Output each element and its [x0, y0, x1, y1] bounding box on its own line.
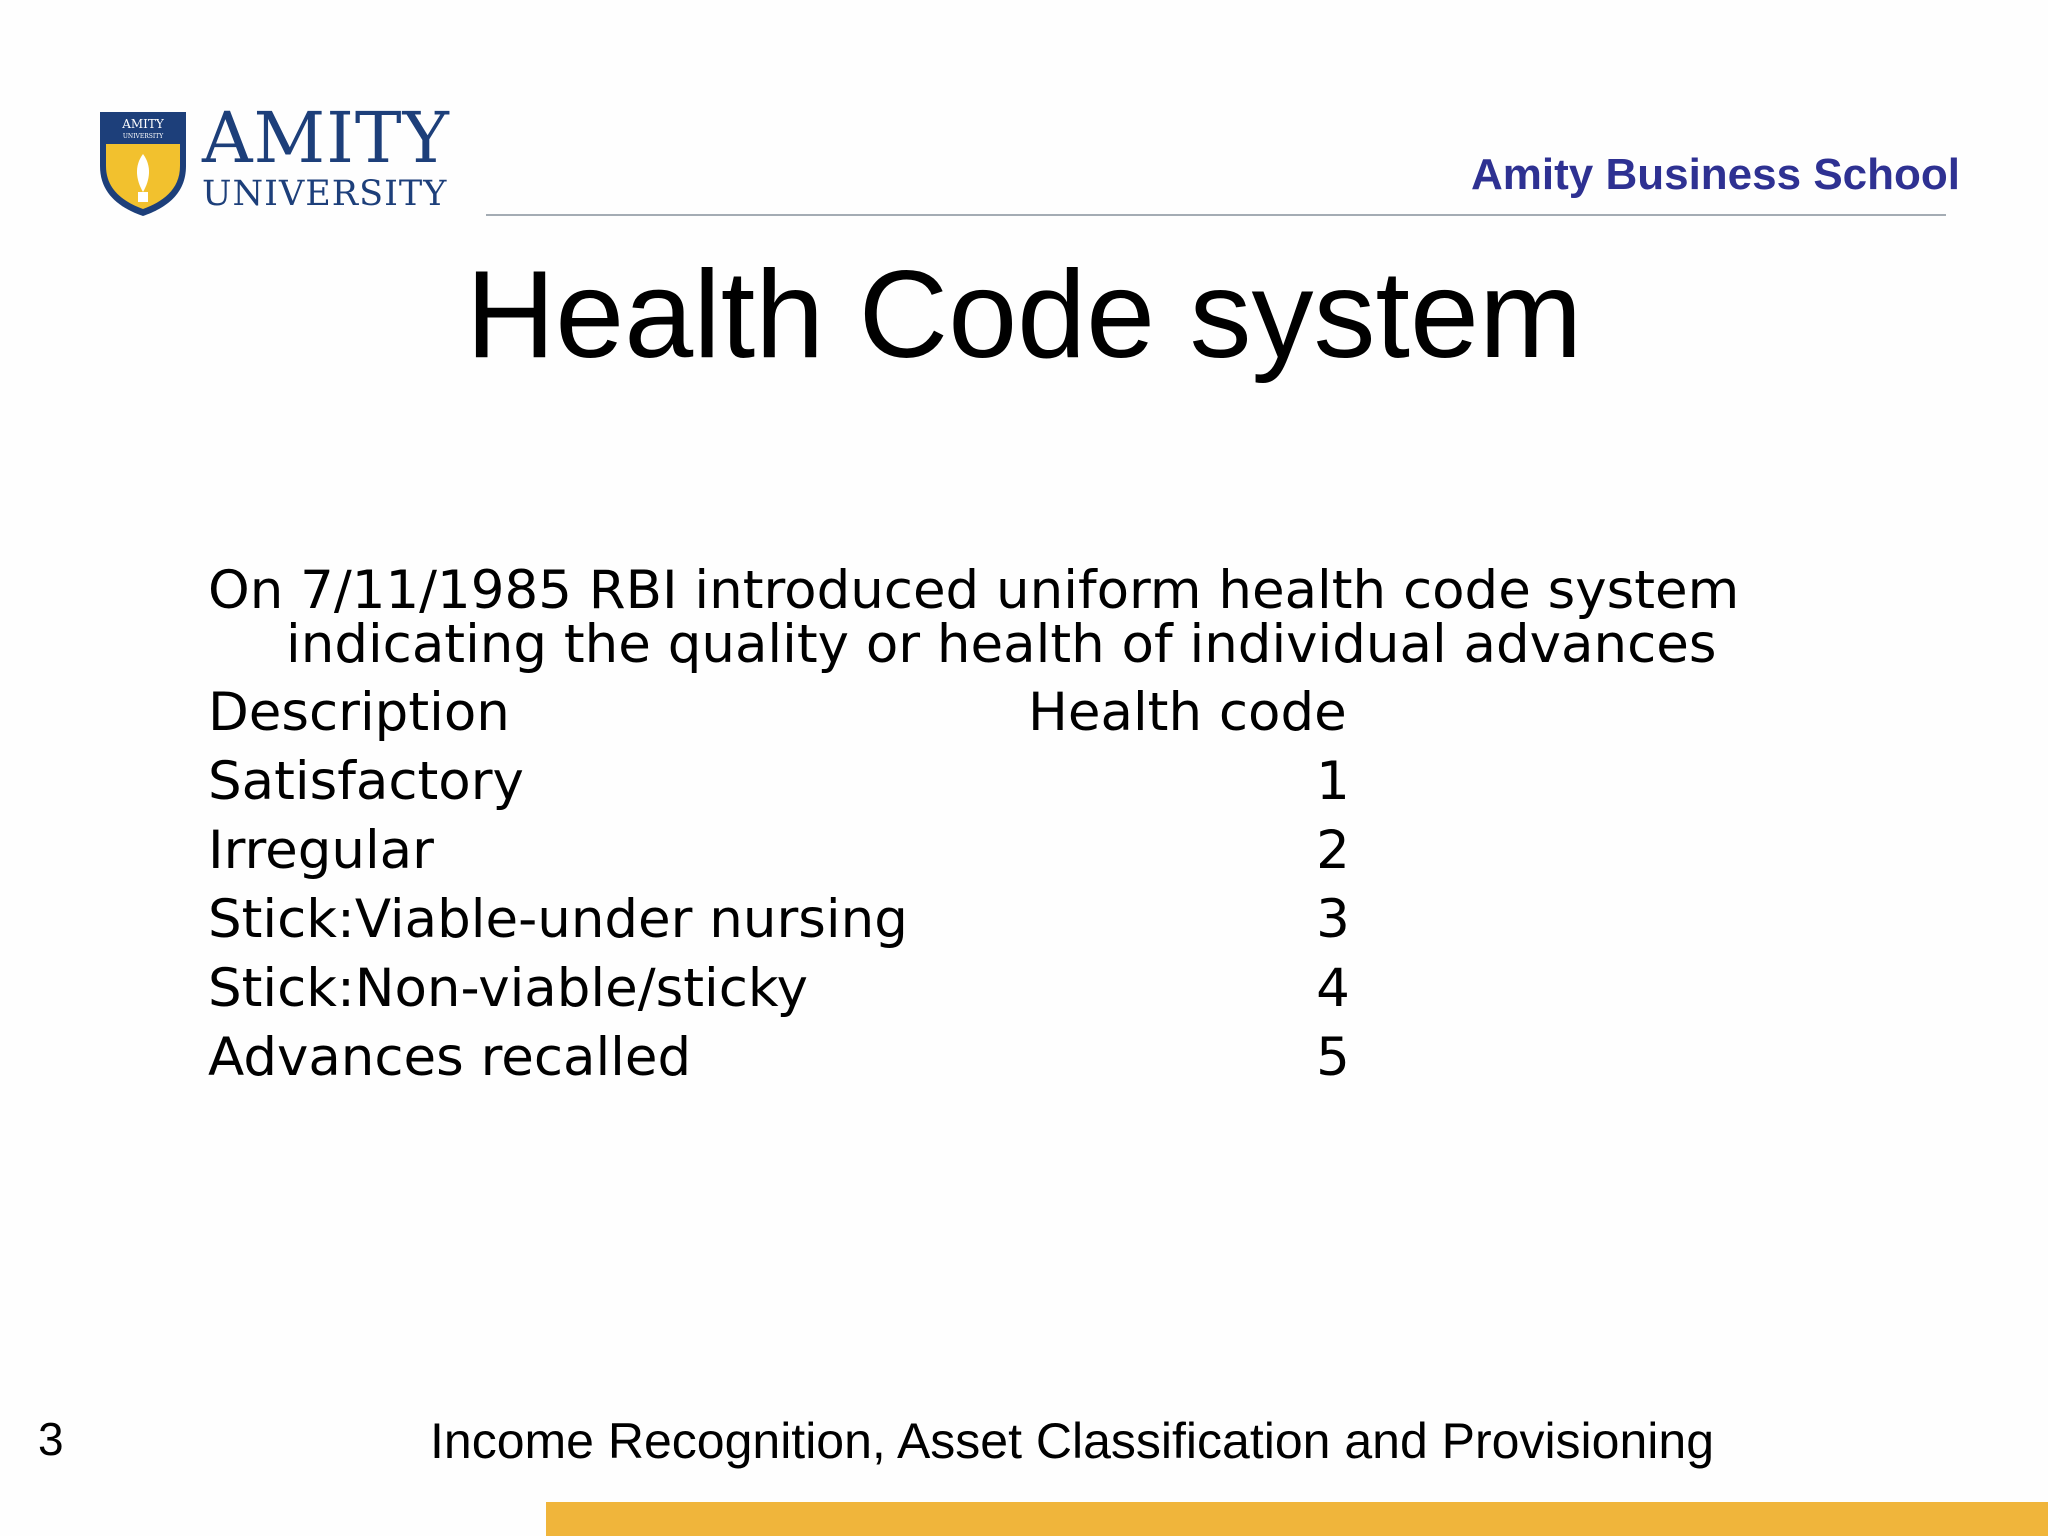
row-code: 4 [1316, 958, 1350, 1019]
shield-crest-icon [96, 108, 190, 218]
row-code: 2 [1316, 820, 1350, 881]
row-description: Stick:Viable-under nursing [208, 889, 908, 950]
intro-paragraph: On 7/11/1985 RBI introduced uniform health code system indicating the quality or health of individual advances [208, 560, 1740, 675]
slide-body [208, 560, 1768, 1100]
table-row [208, 1027, 1768, 1100]
page-number: 3 [38, 1413, 64, 1465]
row-description: Advances recalled [208, 1027, 692, 1088]
svg-text:UNIVERSITY: UNIVERSITY [122, 133, 164, 140]
table-row [208, 958, 1768, 1031]
column-header-code: Health code [1028, 682, 1347, 743]
logo-subname: UNIVERSITY [202, 174, 448, 214]
column-header-description: Description [208, 682, 510, 743]
table-row [208, 889, 1768, 962]
header-divider [486, 214, 1946, 216]
row-code: 3 [1316, 889, 1350, 950]
amity-logo [96, 97, 450, 218]
row-code: 1 [1316, 751, 1350, 812]
health-code-table [208, 682, 1768, 1100]
row-description: Stick:Non-viable/sticky [208, 958, 809, 1019]
slide-title: Health Code system [465, 246, 1583, 384]
footer-accent-bar [546, 1502, 2048, 1536]
row-code: 5 [1316, 1027, 1350, 1088]
row-description: Irregular [208, 820, 434, 881]
svg-text:AMITY: AMITY [122, 117, 164, 131]
table-row [208, 751, 1768, 824]
table-row [208, 820, 1768, 893]
table-header-row [208, 682, 1768, 755]
row-description: Satisfactory [208, 751, 524, 812]
logo-name: AMITY [202, 97, 450, 179]
footer-text: Income Recognition, Asset Classification and Provisioning [430, 1413, 1715, 1469]
school-name: Amity Business School [1470, 150, 1960, 199]
